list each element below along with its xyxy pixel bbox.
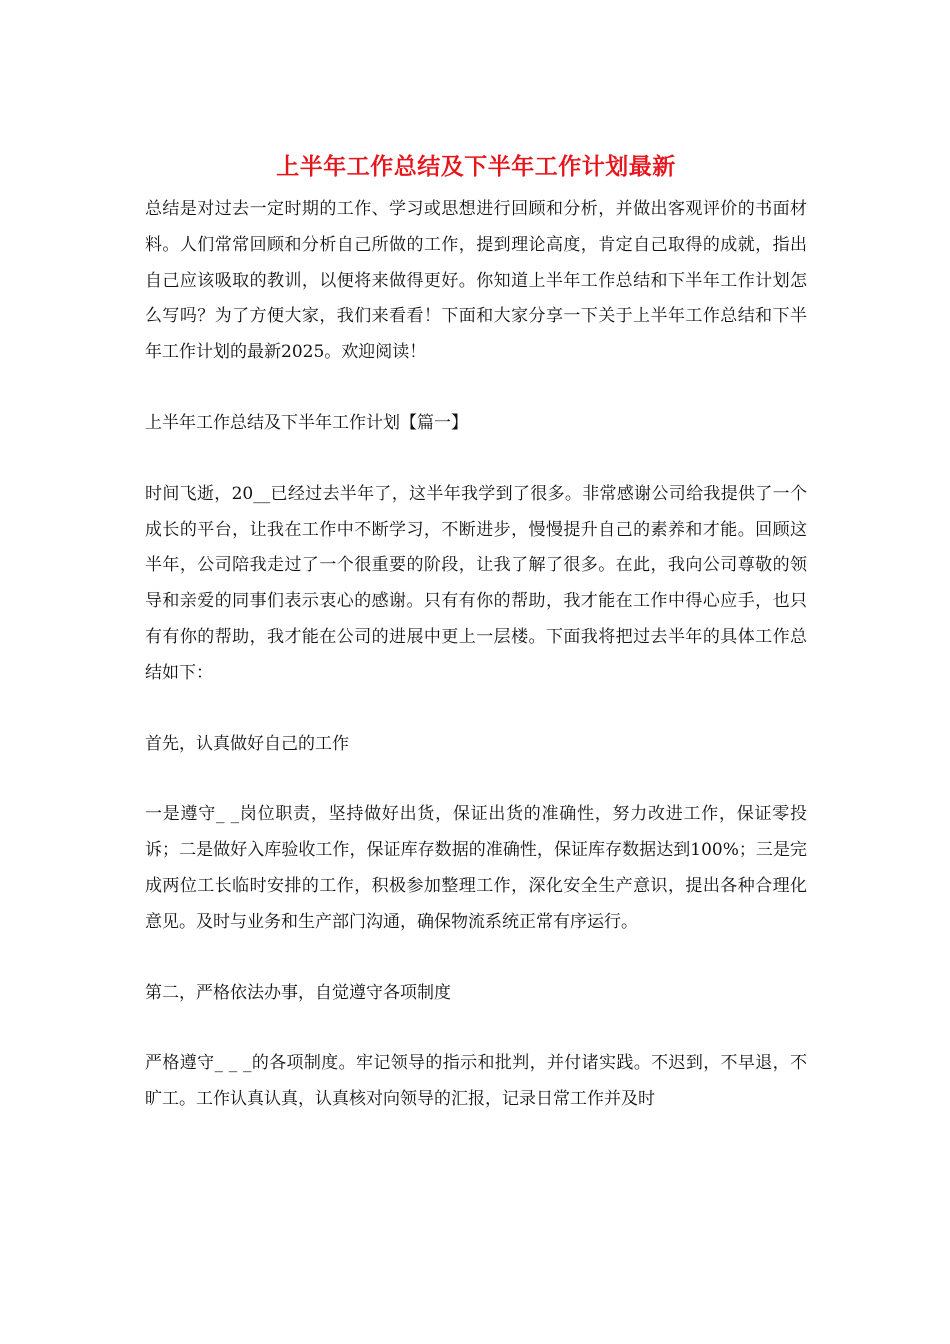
paragraph-gap [145,762,807,797]
intro-paragraph: 总结是对过去一定时期的工作、学习或思想进行回顾和分析，并做出客观评价的书面材料。人们常常回顾和分析自己所做的工作，提到理论高度，肯定自己取得的成就，指出自己应该吸取的教训，以便将来做得更好。你知道上半年工作总结和下半年工作计划怎么写吗？为了方便大家，我们来看看！下面和大家分享一下关于上半年工作总结和下半年工作计划的最新2025。欢迎阅读！ [145,199,807,363]
subheading: 第二，严格依法办事，自觉遵守各项制度 [145,982,451,1003]
paragraph-gap [145,692,807,727]
body-paragraph: 一是遵守_ _岗位职责，坚持做好出货，保证出货的准确性，努力改进工作，保证零投诉；二是做好入库验收工作，保证库存数据的准确性，保证库存数据达到100%；三是完成两位工长临时安排的工作，积极参加整理工作，深化安全生产意识，提出各种合理化意见。及时与业务和生产部门沟通，确保物流系统正常有序运行。 [145,804,807,932]
paragraph-gap [145,941,807,976]
paragraph-gap [145,442,807,477]
subheading: 首先，认真做好自己的工作 [145,733,349,754]
body-paragraph: 时间飞逝，20__已经过去半年了，这半年我学到了很多。非常感谢公司给我提供了一个成长的平台，让我在工作中不断学习，不断进步，慢慢提升自己的素养和才能。回顾这半年，公司陪我走过了一个很重要的阶段，让我了解了很多。在此，我向公司尊敬的领导和亲爱的同事们表示衷心的感谢。只有有你的帮助，我才能在工作中得心应手，也只有有你的帮助，我才能在公司的进展中更上一层楼。下面我将把过去半年的具体工作总结如下： [145,483,807,683]
section-heading: 上半年工作总结及下半年工作计划【篇一】 [145,412,468,433]
document-body [145,142,807,1118]
document-title: 上半年工作总结及下半年工作计划最新 [276,153,676,180]
paragraph-gap [145,1011,807,1046]
paragraph-gap [145,371,807,406]
body-paragraph: 严格遵守_ _ _的各项制度。牢记领导的指示和批判，并付诸实践。不迟到，不早退，不旷工。工作认真认真，认真核对向领导的汇报，记录日常工作并及时 [145,1053,807,1110]
